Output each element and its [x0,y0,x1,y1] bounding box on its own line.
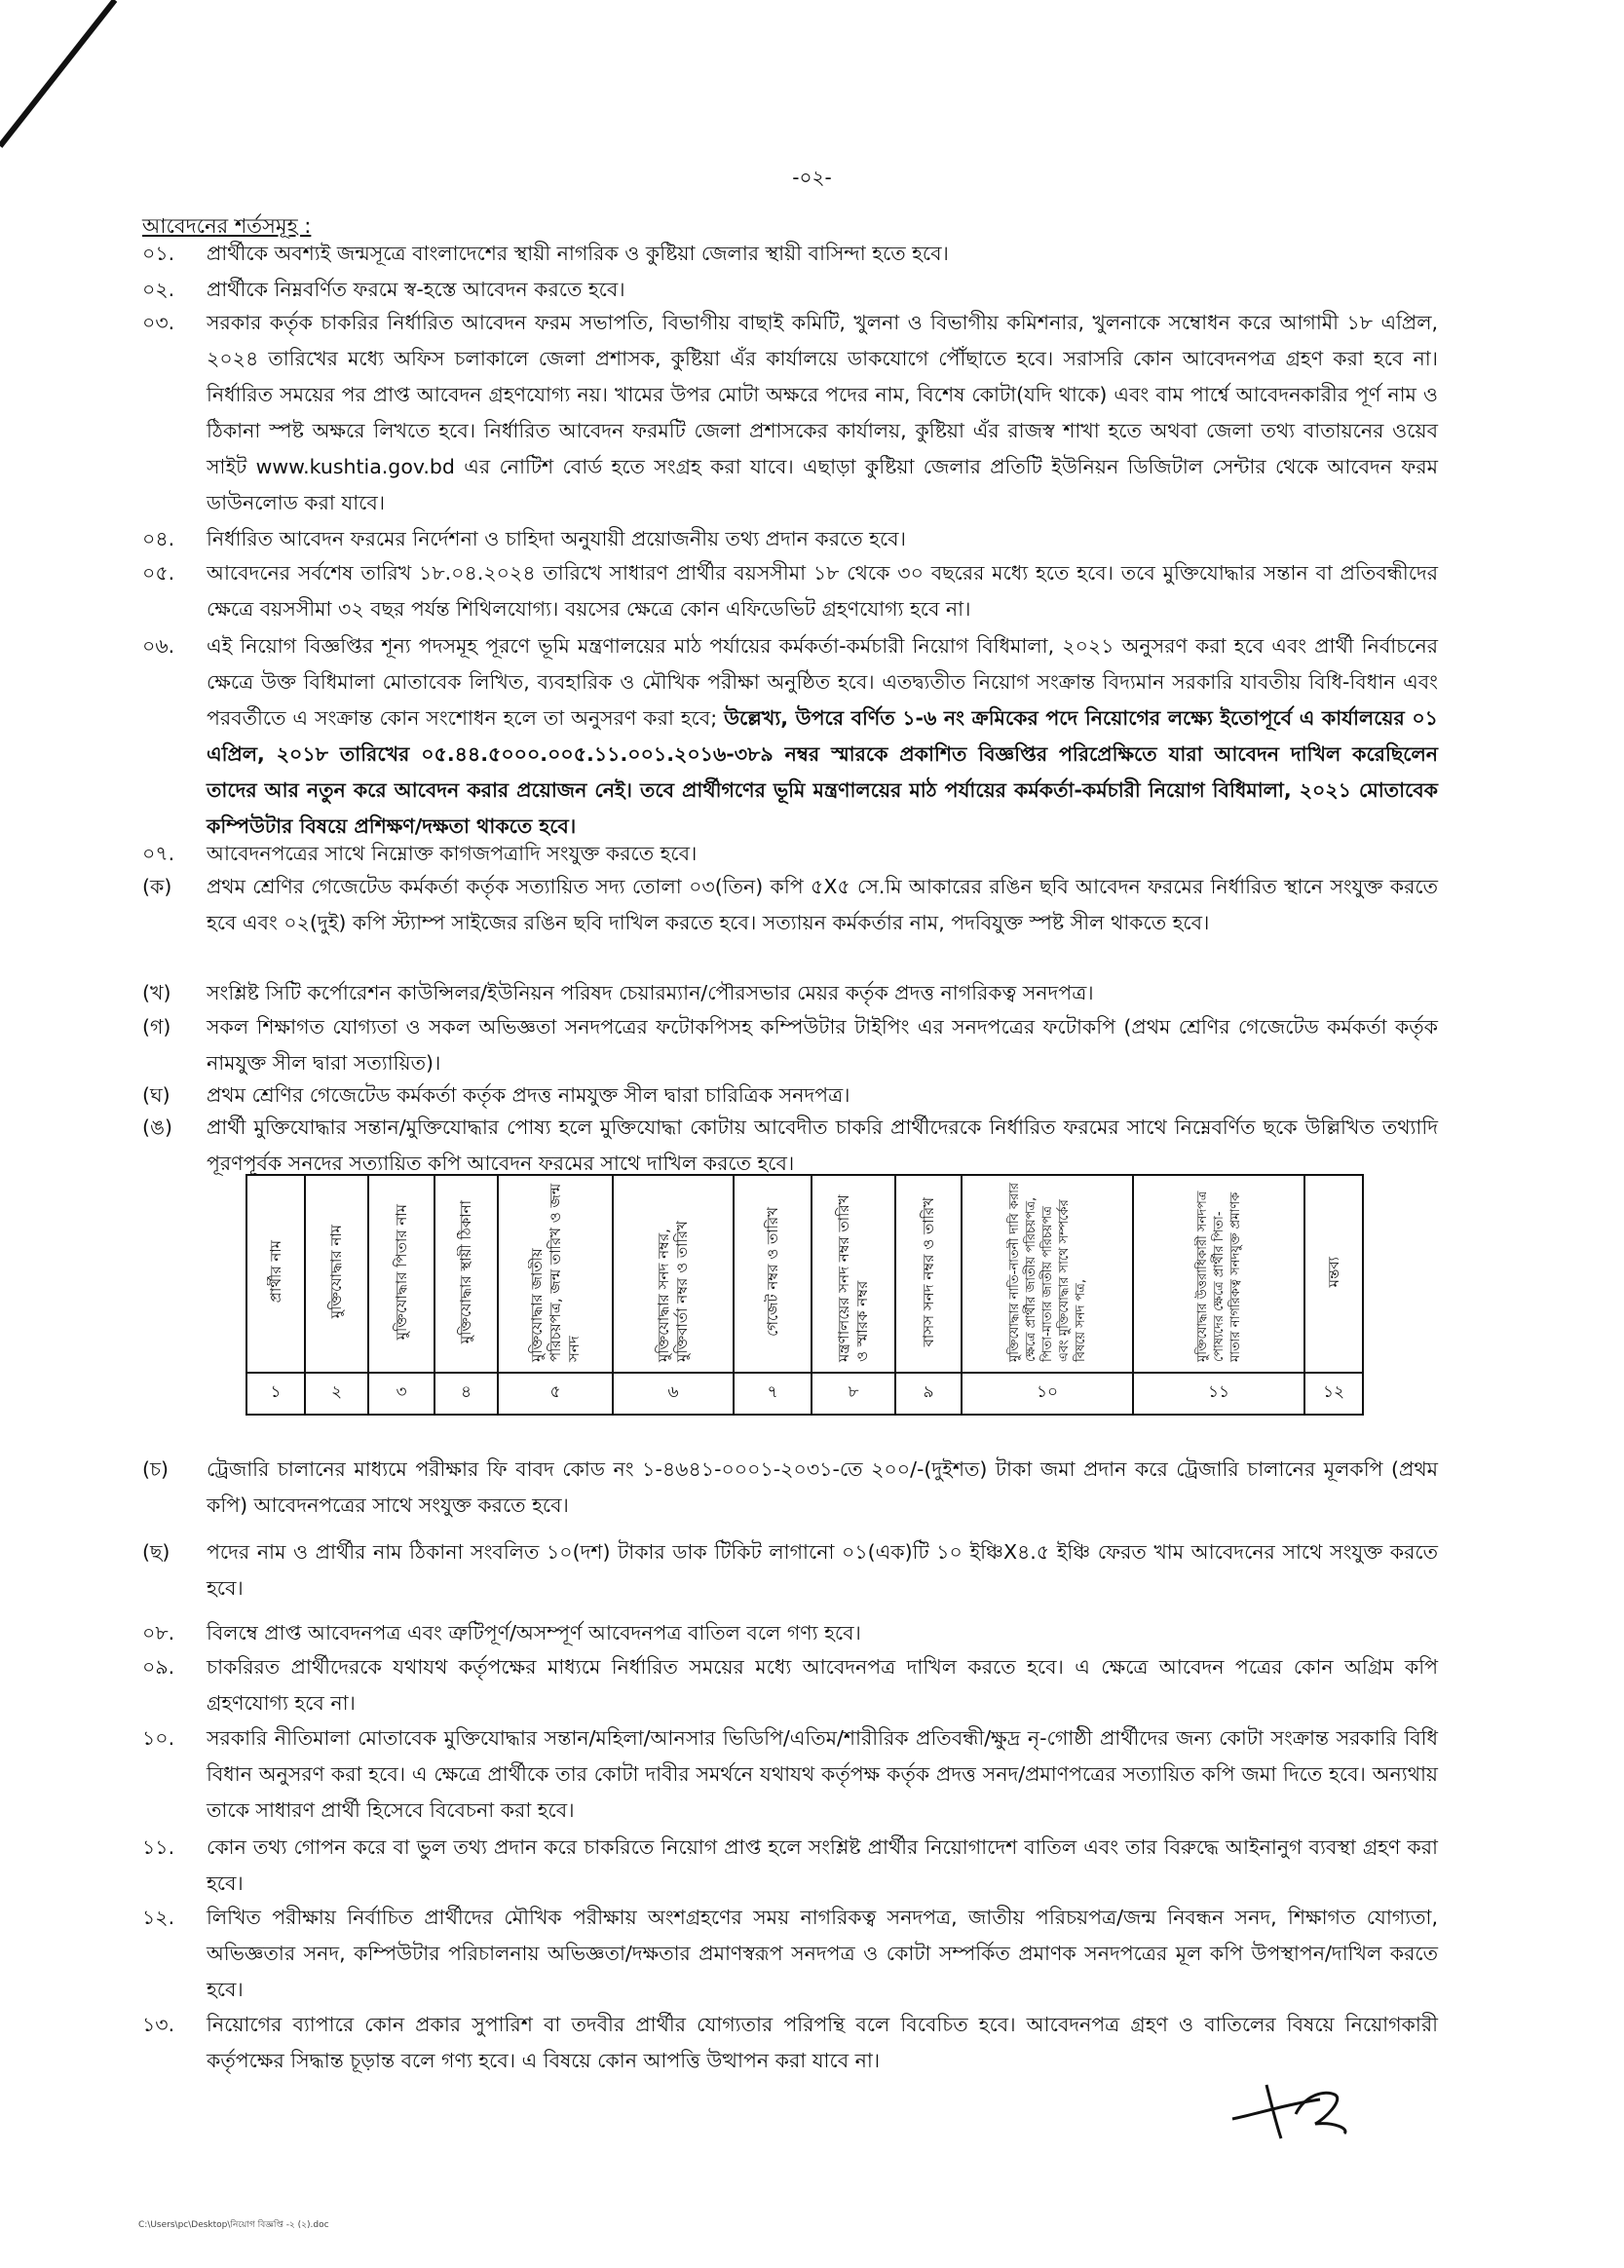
list-item [142,236,1438,272]
table-index-cell: ১১ [1133,1373,1304,1415]
table-header-cell: মুক্তিযোদ্ধার সনদ নম্বর, মুক্তিবার্তা নম্বর ও তারিখ [613,1175,734,1373]
item-number: ০৫. [142,561,175,585]
list-item [142,836,1438,872]
item-number: ০৪. [142,527,175,550]
list-item [142,975,1438,1011]
list-item [142,1009,1438,1081]
table-index-cell: ৮ [812,1373,895,1415]
list-item [142,1077,1438,1114]
list-item [142,1720,1438,1829]
table-header-cell: মন্ত্রণালয়ের সনদ নম্বর তারিখ ও স্মারক নম্বর [812,1175,895,1373]
item-number: (ঘ) [142,1083,170,1107]
table-header-cell: মুক্তিযোদ্ধার নাম [305,1175,368,1373]
list-item [142,628,1438,845]
item-number: (ছ) [142,1540,170,1564]
table-index-row [246,1373,1363,1415]
item-number: (ক) [142,875,172,898]
table-index-cell: ৪ [434,1373,498,1415]
table-index-cell: ৩ [368,1373,434,1415]
table-header-cell: মন্তব্য [1304,1175,1363,1373]
item-text: সরকারি নীতিমালা মোতাবেক মুক্তিযোদ্ধার সন্তান/মহিলা/আনসার ভিডিপি/এতিম/শারীরিক প্রতিবন্ধী/ক্ষুদ্র নৃ-গোষ্ঠী প্রার্থীদের জন্য কোটা সংক্রান্ত সরকারি বিধি বিধান অনুসরণ করা হবে। এ ক্ষেত্রে প্রার্থীকে তার কোটা দাবীর সমর্থনে যথাযথ কর্তৃপক্ষ কর্তৃক প্রদত্ত সনদ/প্রমাণপত্রের সত্যায়িত কপি জমা দিতে হবে। অন্যথায় তাকে সাধারণ প্রার্থী হিসেবে বিবেচনা করা হবে। [207,1726,1438,1822]
table-header-cell: মুক্তিযোদ্ধার উত্তরাধিকারী সনদপত্র পোষ্যদের ক্ষেত্রে প্রার্থীর পিতা-মাতার নাগরিকত্ব সনদযুক্ত প্রমাণক [1133,1175,1304,1373]
item-text: প্রার্থীকে নিম্নবর্ণিত ফরমে স্ব-হস্তে আবেদন করতে হবে। [207,278,625,301]
item-text: সংশ্লিষ্ট সিটি কর্পোরেশন কাউন্সিলর/ইউনিয়ন পরিষদ চেয়ারম্যান/পৌরসভার মেয়র কর্তৃক প্রদত্ত নাগরিকত্ব সনদপত্র। [207,981,1094,1004]
page-number: -০২- [792,166,832,189]
table-header-cell: মুক্তিযোদ্ধার নাতি-নাতনী দাবি করার ক্ষেত্রে প্রার্থীর জাতীয় পরিচয়পত্র, পিতা-মাতার জাতীয় পরিচয়পত্র এবং মুক্তিযোদ্ধার সাথে সম্পর্কের বিষয়ে সনদ পত্র, [962,1175,1133,1373]
table-header-cell: মুক্তিযোদ্ধার জাতীয় পরিচয়পত্র, জন্ম তারিখ ও জন্ম সনদ [498,1175,613,1373]
item-number: (খ) [142,981,171,1004]
item-number: ১১. [142,1835,175,1859]
table-header-cell: মুক্তিযোদ্ধার স্থায়ী ঠিকানা [434,1175,498,1373]
corner-fold-mark [0,0,117,156]
table-index-cell: ১২ [1304,1373,1363,1415]
item-number: ১০. [142,1726,175,1750]
freedom-fighter-table [245,1174,1356,1416]
item-text [207,628,1438,845]
table-header-cell: মুক্তিযোদ্ধার পিতার নাম [368,1175,434,1373]
item-number: ০৭. [142,842,175,865]
item-number: ০৮. [142,1621,175,1644]
item-text-regular: এই নিয়োগ বিজ্ঞপ্তির শূন্য পদসমূহ পূরণে ভূমি মন্ত্রণালয়ের মাঠ পর্যায়ের কর্মকর্তা-কর্মচারী নিয়োগ বিধিমালা, ২০২১ অনুসরণ করা হবে এবং প্রার্থী নির্বাচনের ক্ষেত্রে উক্ত বিধিমালা মোতাবেক লিখিত, ব্যবহারিক ও মৌখিক পরীক্ষা অনুষ্ঠিত হবে। এতদ্ব্যতীত নিয়োগ সংক্রান্ত বিদ্যমান সরকারি যাবতীয় বিধি-বিধান এবং পরবর্তীতে এ সংক্রান্ত কোন সংশোধন হলে তা অনুসরণ করা হবে; [207,634,1438,730]
item-number: ০৬. [142,634,175,658]
item-text: লিখিত পরীক্ষায় নির্বাচিত প্রার্থীদের মৌখিক পরীক্ষায় অংশগ্রহণের সময় নাগরিকত্ব সনদপত্র, জাতীয় পরিচয়পত্র/জন্ম নিবন্ধন সনদ, শিক্ষাগত যোগ্যতা, অভিজ্ঞতার সনদ, কম্পিউটার পরিচালনায় অভিজ্ঞতা/দক্ষতার প্রমাণস্বরূপ সনদপত্র ও কোটা সম্পর্কিত প্রমাণক সনদপত্রের মূল কপি উপস্থাপন/দাখিল করতে হবে। [207,1906,1438,2001]
list-item [142,1452,1438,1524]
list-item [142,1110,1438,1182]
item-text: পদের নাম ও প্রার্থীর নাম ঠিকানা সংবলিত ১০(দশ) টাকার ডাক টিকিট লাগানো ০১(এক)টি ১০ ইঞ্চিX৪.৫ ইঞ্চি ফেরত খাম আবেদনের সাথে সংযুক্ত করতে হবে। [207,1540,1438,1600]
item-number: (চ) [142,1457,170,1481]
item-text: নিয়োগের ব্যাপারে কোন প্রকার সুপারিশ বা তদবীর প্রার্থীর যোগ্যতার পরিপন্থি বলে বিবেচিত হবে। আবেদনপত্র গ্রহণ ও বাতিলের বিষয়ে নিয়োগকারী কর্তৃপক্ষের সিদ্ধান্ত চূড়ান্ত বলে গণ্য হবে। এ বিষয়ে কোন আপত্তি উত্থাপন করা যাবে না। [207,2013,1438,2072]
table-header-cell: প্রার্থীর নাম [246,1175,305,1373]
handwritten-signature-icon [1227,2075,1354,2143]
item-text: বিলম্বে প্রাপ্ত আবেদনপত্র এবং ত্রুটিপূর্ণ/অসম্পূর্ণ আবেদনপত্র বাতিল বলে গণ্য হবে। [207,1621,861,1644]
item-text: সরকার কর্তৃক চাকরির নির্ধারিত আবেদন ফরম সভাপতি, বিভাগীয় বাছাই কমিটি, খুলনা ও বিভাগীয় কমিশনার, খুলনাকে সম্বোধন করে আগামী ১৮ এপ্রিল, ২০২৪ তারিখের মধ্যে অফিস চলাকালে জেলা প্রশাসক, কুষ্টিয়া এঁর কার্যালয়ে ডাকযোগে পৌঁছাতে হবে। সরাসরি কোন আবেদনপত্র গ্রহণ করা হবে না। নির্ধারিত সময়ের পর প্রাপ্ত আবেদন গ্রহণযোগ্য নয়। খামের উপর মোটা অক্ষরে পদের নাম, বিশেষ কোটা(যদি থাকে) এবং বাম পার্শ্বে আবেদনকারীর পূর্ণ নাম ও ঠিকানা স্পষ্ট অক্ষরে লিখতে হবে। নির্ধারিত আবেদন ফরমটি জেলা প্রশাসকের কার্যালয়, কুষ্টিয়া এঁর রাজস্ব শাখা হতে অথবা জেলা তথ্য বাতায়নের ওয়েব সাইট www.kushtia.gov.bd এর নোটিশ বোর্ড হতে সংগ্রহ করা যাবে। এছাড়া কুষ্টিয়া জেলার প্রতিটি ইউনিয়ন ডিজিটাল সেন্টার থেকে আবেদন ফরম ডাউনলোড করা যাবে। [207,311,1438,514]
item-text: প্রার্থী মুক্তিযোদ্ধার সন্তান/মুক্তিযোদ্ধার পোষ্য হলে মুক্তিযোদ্ধা কোটায় আবেদীত চাকরি প্রার্থীদেরকে নির্ধারিত ফরমের সাথে নিম্নেবর্ণিত ছকে উল্লিখিত তথ্যাদি পূরণপূর্বক সনদের সত্যায়িত কপি আবেদন ফরমের সাথে দাখিল করতে হবে। [207,1115,1438,1175]
list-item [142,1615,1438,1651]
item-text: আবেদনপত্রের সাথে নিম্নোক্ত কাগজপত্রাদি সংযুক্ত করতে হবে। [207,842,698,865]
list-item [142,555,1438,627]
list-item [142,305,1438,521]
item-number: ০১. [142,242,175,265]
item-number: ০৩. [142,311,175,334]
list-item [142,1900,1438,2008]
table-index-cell: ২ [305,1373,368,1415]
footer-file-path: C:\Users\pc\Desktop\নিয়োগ বিজ্ঞপ্তি -২ (২).doc [138,2220,329,2230]
list-item [142,272,1438,308]
table-index-cell: ৭ [734,1373,812,1415]
list-item [142,1534,1438,1606]
table-index-cell: ৬ [613,1373,734,1415]
item-text: কোন তথ্য গোপন করে বা ভুল তথ্য প্রদান করে চাকরিতে নিয়োগ প্রাপ্ত হলে সংশ্লিষ্ট প্রার্থীর নিয়োগাদেশ বাতিল এবং তার বিরুদ্ধে আইনানুগ ব্যবস্থা গ্রহণ করা হবে। [207,1835,1438,1895]
info-table [245,1174,1364,1416]
list-item [142,1830,1438,1902]
item-text: সকল শিক্ষাগত যোগ্যতা ও সকল অভিজ্ঞতা সনদপত্রের ফটোকপিসহ কম্পিউটার টাইপিং এর সনদপত্রের ফটোকপি (প্রথম শ্রেণির গেজেটেড কর্মকর্তা কর্তৃক নামযুক্ত সীল দ্বারা সত্যায়িত)। [207,1015,1438,1075]
section-heading: আবেদনের শর্তসমূহ : [142,214,312,238]
item-text: প্রথম শ্রেণির গেজেটেড কর্মকর্তা কর্তৃক প্রদত্ত নামযুক্ত সীল দ্বারা চারিত্রিক সনদপত্র। [207,1083,850,1107]
table-header-cell: বাসস সনদ নম্বর ও তারিখ [895,1175,962,1373]
list-item [142,1649,1438,1721]
item-text: আবেদনের সর্বশেষ তারিখ ১৮.০৪.২০২৪ তারিখে সাধারণ প্রার্থীর বয়সসীমা ১৮ থেকে ৩০ বছরের মধ্যে হতে হবে। তবে মুক্তিযোদ্ধার সন্তান বা প্রতিবন্ধীদের ক্ষেত্রে বয়সসীমা ৩২ বছর পর্যন্ত শিথিলযোগ্য। বয়সের ক্ষেত্রে কোন এফিডেভিট গ্রহণযোগ্য হবে না। [207,561,1438,621]
table-header-row [246,1175,1363,1373]
table-index-cell: ১০ [962,1373,1133,1415]
list-item [142,2007,1438,2079]
list-item [142,521,1438,557]
item-number: ১২. [142,1906,175,1929]
list-item [142,869,1438,941]
item-text: প্রার্থীকে অবশ্যই জন্মসূত্রে বাংলাদেশের স্থায়ী নাগরিক ও কুষ্টিয়া জেলার স্থায়ী বাসিন্দা হতে হবে। [207,242,949,265]
item-text: ট্রেজারি চালানের মাধ্যমে পরীক্ষার ফি বাবদ কোড নং ১-৪৬৪১-০০০১-২০৩১-তে ২০০/-(দুইশত) টাকা জমা প্রদান করে ট্রেজারি চালানের মূলকপি (প্রথম কপি) আবেদনপত্রের সাথে সংযুক্ত করতে হবে। [207,1457,1438,1517]
item-text: নির্ধারিত আবেদন ফরমের নির্দেশনা ও চাহিদা অনুযায়ী প্রয়োজনীয় তথ্য প্রদান করতে হবে। [207,527,906,550]
item-number: ১৩. [142,2013,175,2036]
table-header-cell: গেজেট নম্বর ও তারিখ [734,1175,812,1373]
item-number: ০২. [142,278,175,301]
item-text: চাকরিরত প্রার্থীদেরকে যথাযথ কর্তৃপক্ষের মাধ্যমে নির্ধারিত সময়ের মধ্যে আবেদনপত্র দাখিল করতে হবে। এ ক্ষেত্রে আবেদন পত্রের কোন অগ্রিম কপি গ্রহণযোগ্য হবে না। [207,1655,1438,1715]
item-number: (ঙ) [142,1115,173,1139]
item-number: (গ) [142,1015,171,1039]
item-number: ০৯. [142,1655,175,1679]
table-index-cell: ১ [246,1373,305,1415]
table-index-cell: ৫ [498,1373,613,1415]
item-text-bold: উল্লেখ্য, উপরে বর্ণিত ১-৬ নং ক্রমিকের পদে নিয়োগের লক্ষ্যে ইতোপূর্বে এ কার্যালয়ের ০১ এপ্রিল, ২০১৮ তারিখের ০৫.৪৪.৫০০০.০০৫.১১.০০১.২০১৬-৩৮৯ নম্বর স্মারকে প্রকাশিত বিজ্ঞপ্তির পরিপ্রেক্ষিতে যারা আবেদন দাখিল করেছিলেন তাদের আর নতুন করে আবেদন করার প্রয়োজন নেই। তবে প্রার্থীগণের ভূমি মন্ত্রণালয়ের মাঠ পর্যায়ের কর্মকর্তা-কর্মচারী নিয়োগ বিধিমালা, ২০২১ মোতাবেক কম্পিউটার বিষয়ে প্রশিক্ষণ/দক্ষতা থাকতে হবে। [207,706,1438,838]
table-index-cell: ৯ [895,1373,962,1415]
item-text: প্রথম শ্রেণির গেজেটেড কর্মকর্তা কর্তৃক সত্যায়িত সদ্য তোলা ০৩(তিন) কপি ৫X৫ সে.মি আকারের রঙিন ছবি আবেদন ফরমের নির্ধারিত স্থানে সংযুক্ত করতে হবে এবং ০২(দুই) কপি স্ট্যাম্প সাইজের রঙিন ছবি দাখিল করতে হবে। সত্যায়ন কর্মকর্তার নাম, পদবিযুক্ত স্পষ্ট সীল থাকতে হবে। [207,875,1438,934]
